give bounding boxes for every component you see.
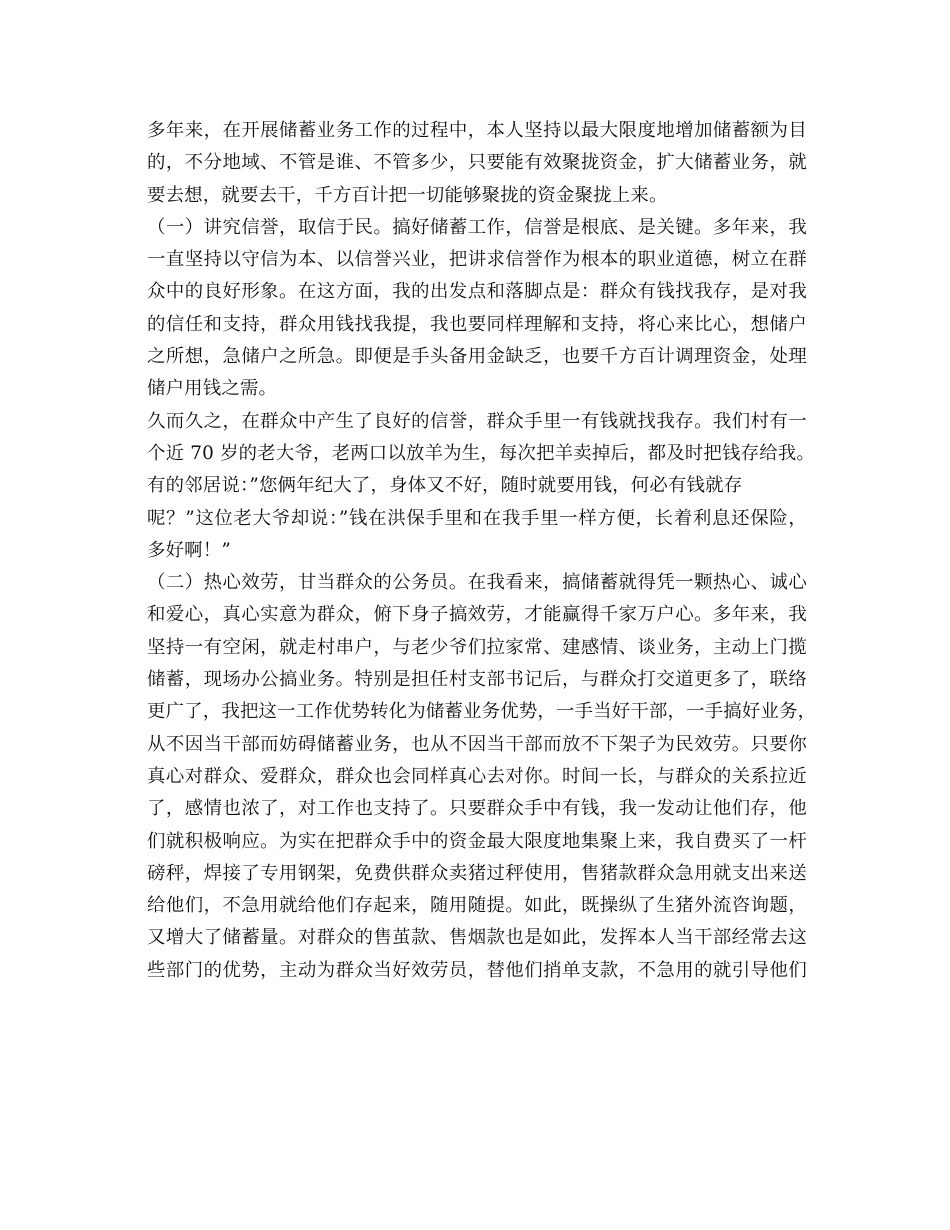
text-line: （一）讲究信誉，取信于民。搞好储蓄工作，信誉是根底、是关键。多年来，我 [147, 216, 807, 238]
text-line: 又增大了储蓄量。对群众的售茧款、售烟款也是如此，发挥本人当干部经常去这 [147, 927, 807, 949]
text-line: 储蓄，现场办公搞业务。特别是担任村支部书记后，与群众打交道更多了，联络 [147, 669, 807, 691]
text-line: 众中的良好形象。在这方面，我的出发点和落脚点是：群众有钱找我存，是对我 [147, 281, 807, 303]
text-line: 更广了，我把这一工作优势转化为储蓄业务优势，一手当好干部，一手搞好业务， [147, 701, 817, 723]
text-line: （二）热心效劳，甘当群众的公务员。在我看来，搞储蓄就得凭一颗热心、诚心 [147, 572, 807, 594]
body-text [147, 115, 817, 987]
text-line: 和爱心，真心实意为群众，俯下身子搞效劳，才能赢得千家万户心。多年来，我 [147, 604, 807, 626]
text-line: 储户用钱之需。 [147, 378, 278, 400]
text-line: 多年来，在开展储蓄业务工作的过程中，本人坚持以最大限度地增加储蓄额为目 [147, 120, 807, 141]
text-line: 给他们，不急用就给他们存起来，随用随提。如此，既操纵了生猪外流咨询题， [147, 895, 807, 917]
text-line: 磅秤，焊接了专用钢架，免费供群众卖猪过秤使用，售猪款群众急用就支出来送 [147, 862, 807, 884]
text-line: 有的邻居说：”您俩年纪大了，身体又不好，随时就要用钱，何必有钱就存 [147, 475, 743, 497]
text-line: 的，不分地域、不管是谁、不管多少，只要能有效聚拢资金，扩大储蓄业务，就 [147, 152, 807, 174]
text-line: 呢？”这位老大爷却说：”钱在洪保手里和在我手里一样方便，长着利息还保险， [147, 507, 807, 529]
text-line: 坚持一有空闲，就走村串户，与老少爷们拉家常、建感情、谈业务，主动上门揽 [147, 636, 807, 658]
text-line: 些部门的优势，主动为群众当好效劳员，替他们捎单支款，不急用的就引导他们 [147, 959, 807, 981]
text-line: 个近 70 岁的老大爷，老两口以放羊为生，每次把羊卖掉后，都及时把钱存给我。 [147, 442, 815, 464]
text-line: 要去想，就要去干，千方百计把一切能够聚拢的资金聚拢上来。 [147, 184, 668, 206]
text-line: 久而久之，在群众中产生了良好的信誉，群众手里一有钱就找我存。我们村有一 [147, 410, 807, 432]
text-line: 了，感情也浓了，对工作也支持了。只要群众手中有钱，我一发动让他们存，他 [147, 798, 807, 820]
text-line: 多好啊！” [147, 539, 231, 561]
text-line: 一直坚持以守信为本、以信誉兴业，把讲求信誉作为根本的职业道德，树立在群 [147, 249, 807, 271]
text-line: 从不因当干部而妨碍储蓄业务，也从不因当干部而放不下架子为民效劳。只要你 [147, 733, 807, 755]
text-line: 之所想，急储户之所急。即便是手头备用金缺乏，也要千方百计调理资金，处理 [147, 346, 807, 368]
text-line: 的信任和支持，群众用钱找我提，我也要同样理解和支持，将心来比心，想储户 [147, 313, 807, 335]
text-line: 真心对群众、爱群众，群众也会同样真心去对你。时间一长，与群众的关系拉近 [147, 765, 807, 787]
text-line: 们就积极响应。为实在把群众手中的资金最大限度地集聚上来，我自费买了一杆 [147, 830, 807, 852]
